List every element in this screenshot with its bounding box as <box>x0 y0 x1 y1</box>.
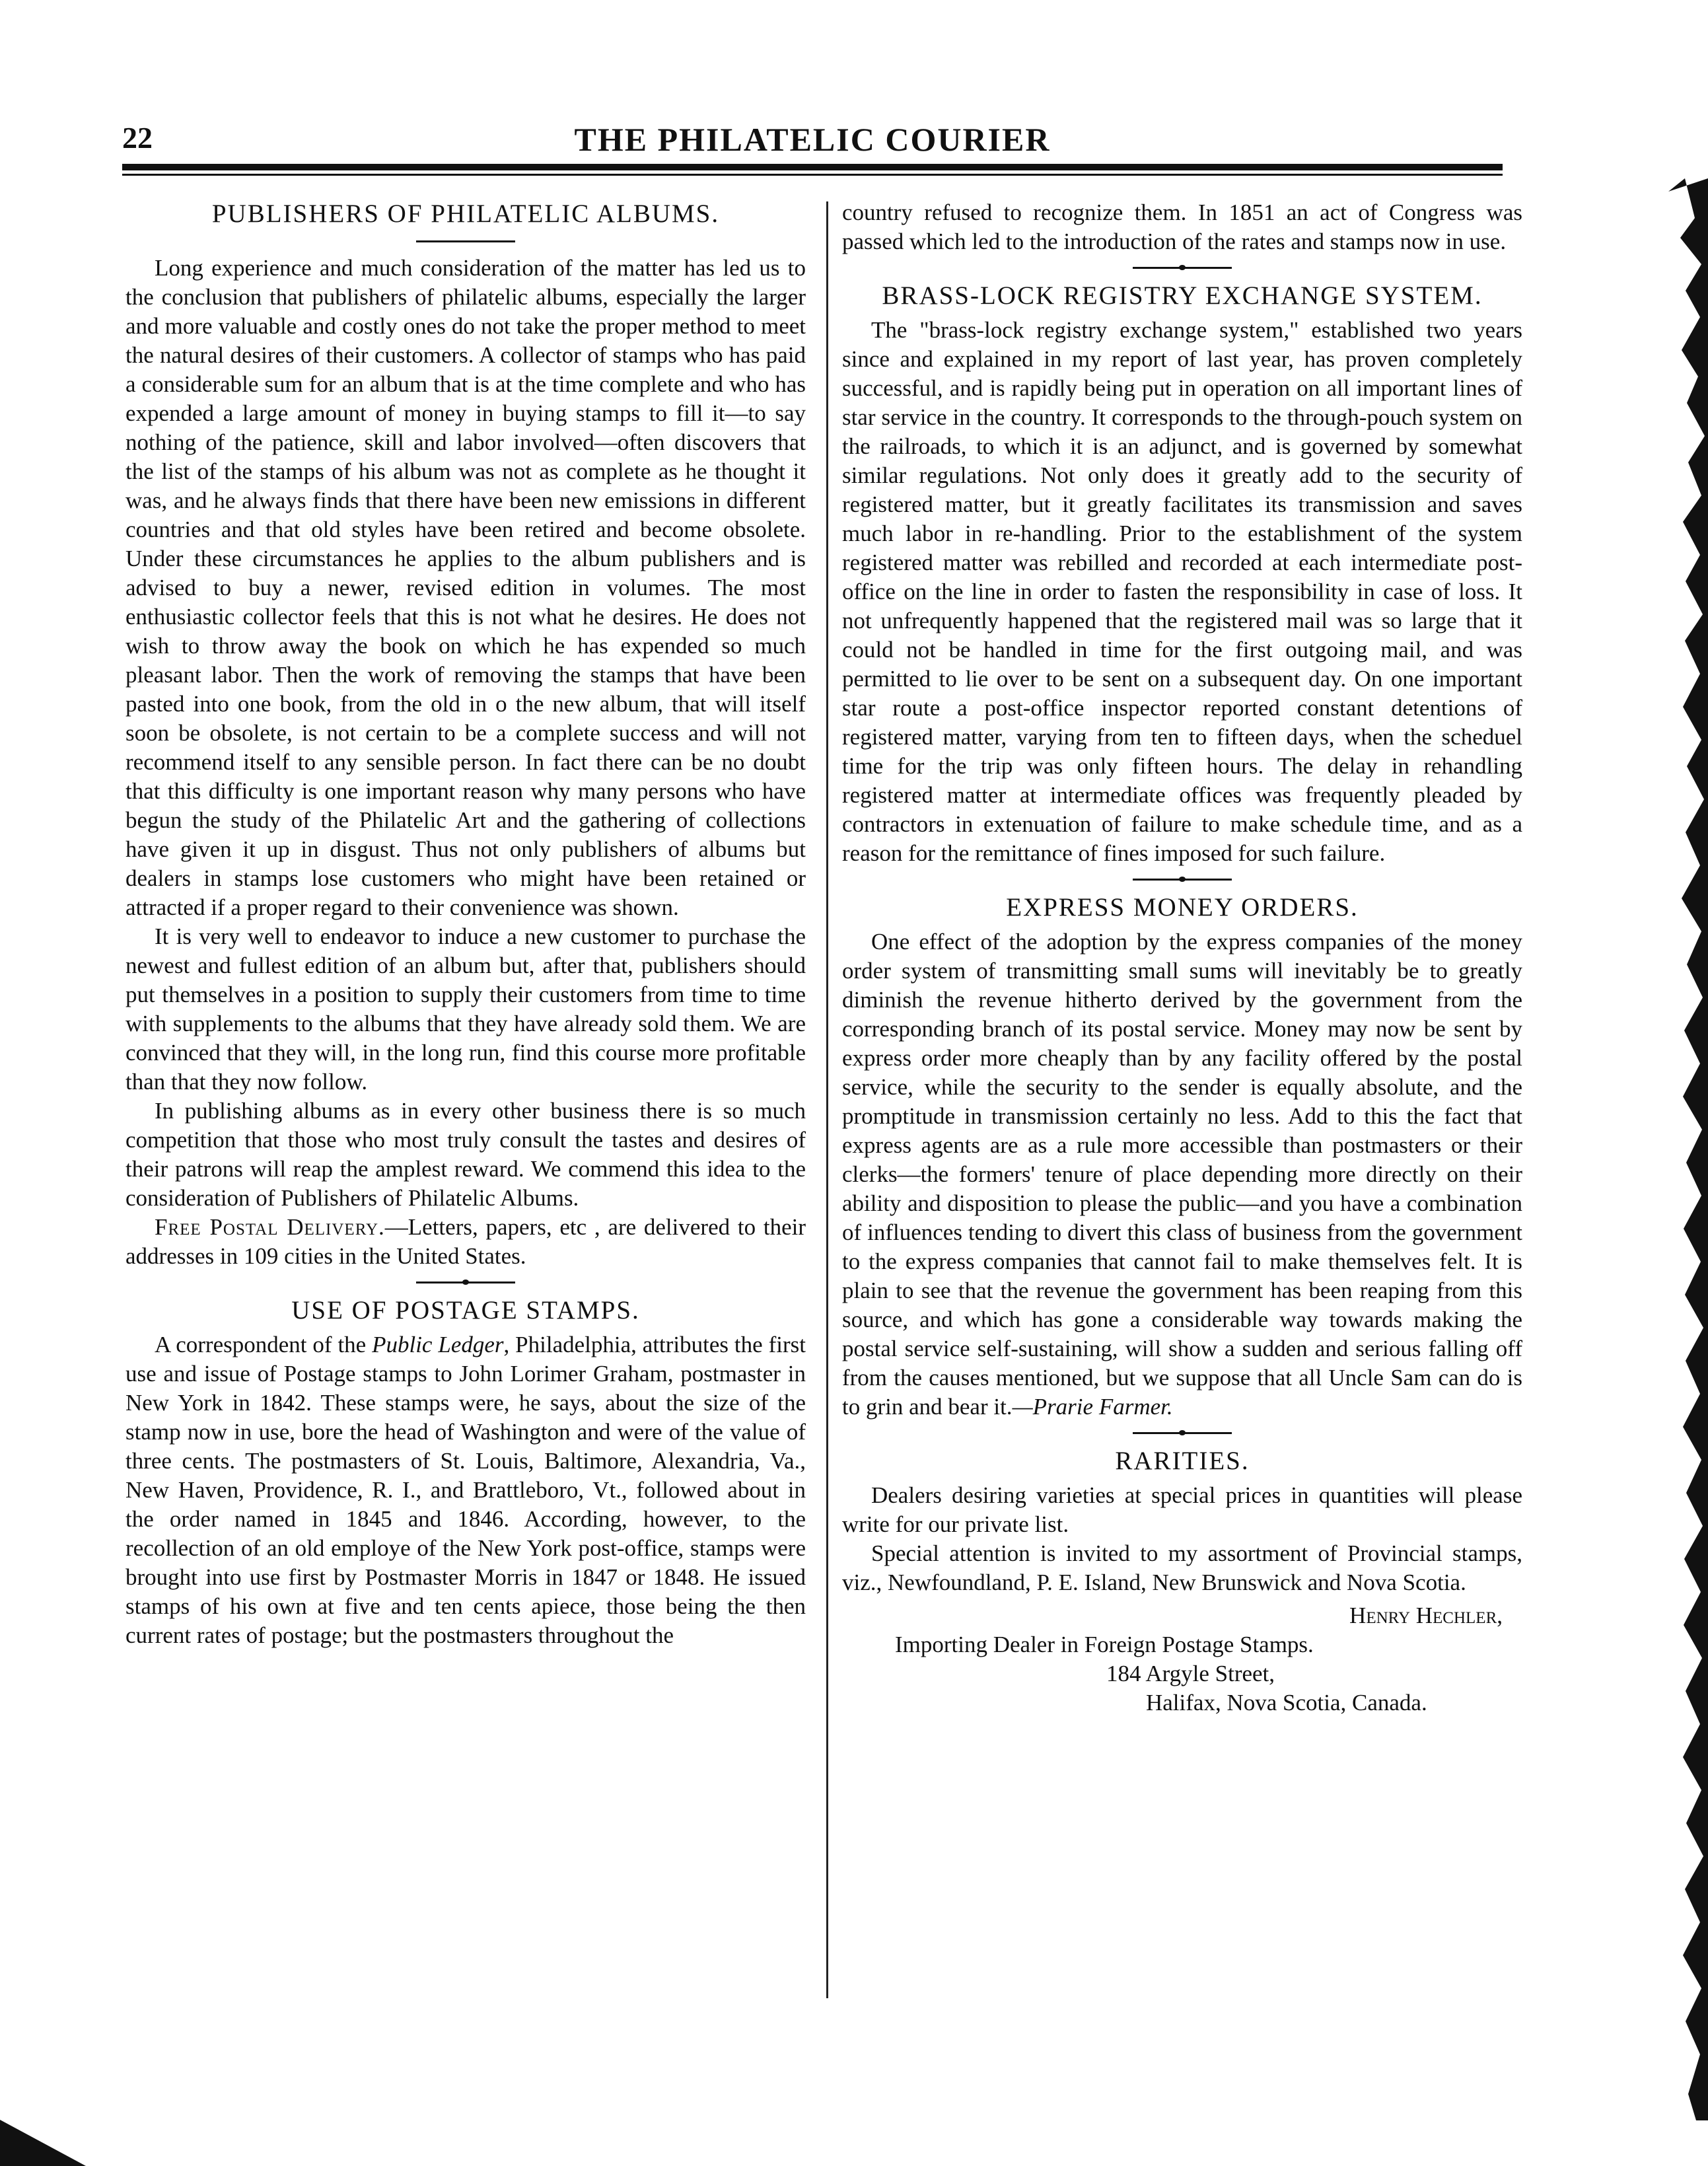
express-heading: EXPRESS MONEY ORDERS. <box>1006 893 1359 921</box>
signature-title: Importing Dealer in Foreign Postage Stamps. <box>895 1632 1314 1657</box>
section-separator <box>125 1278 806 1287</box>
free-postal-text: —Letters, papers, etc , are delivered to their addresses in 109 cities in the United States. <box>125 1214 806 1269</box>
column-divider <box>826 201 828 1998</box>
running-title: THE PHILATELIC COURIER <box>574 121 1051 158</box>
publishers-heading: PUBLISHERS OF PHILATELIC ALBUMS. <box>211 199 720 228</box>
heading-rule <box>125 236 806 246</box>
free-postal-delivery-note <box>125 1213 806 1271</box>
signature-block <box>842 1601 1522 1717</box>
rarities-paragraph-1: Dealers desiring varieties at special prices in quantities will please write for our private list. <box>842 1482 1522 1537</box>
rarities-heading: RARITIES. <box>1115 1447 1250 1475</box>
postage-text: , Philadelphia, attributes the first use and issue of Postage stamps to John Lorimer Graham, postmaster in New York in 1842. These stamps were, he says, about the size of the stamp now in use, bore the head of Washington and were of the value of three cents. The postmasters of St. Louis, Baltimore, Alexandria, Va., New Haven, Providence, R. I., and Brattleboro, Vt., followed about in the order named in 1845 and 1846. According, however, to the recollection of an old employe of the New York post-office, stamps were brought into use first by Postmaster Morris in 1847 or 1848. He issued stamps of his own at five and ten cents apiece, those being the then current rates of postage; but the postmasters throughout the <box>125 1332 806 1648</box>
publishers-paragraph-3: In publishing albums as in every other business there is so much competition that those who most truly consult the tastes and desires of their patrons will reap the amplest reward. We commend this idea to the consideration of Publishers of Philatelic Albums. <box>125 1098 806 1211</box>
express-text: One effect of the adoption by the express companies of the money order system of transmitting small sums will inevitably be to greatly diminish the revenue hitherto derived by the government from the corresponding branch of its postal service. Money may now be sent by express order more cheaply than by any facility offered by the postal service, while the security to the sender is equally absolute, and the promptitude in transmission certainly no less. Add to this the fact that express agents are as a rule more accessible than postmasters or their clerks—the formers' tenure of place depending more directly on their ability and disposition to please the public—and you have a combination of influences tending to divert this class of business from the government to the express companies that cannot fail to make themselves felt. It is plain to see that the revenue the government has been reaping from this source, and which has gone a considerable way towards making the postal service self-sustaining, will show a sudden and serious falling off from the causes mentioned, but we suppose that all Uncle Sam can do is to grin and bear it. <box>842 929 1522 1420</box>
free-postal-lead: Free Postal Delivery. <box>155 1214 385 1240</box>
publishers-paragraph-1: Long experience and much consideration of the matter has led us to the conclusion that publishers of philatelic albums, especially the larger and more valuable and costly ones do not take the proper method to meet the natural desires of their customers. A collector of stamps who has paid a considerable sum for an album that is at the time complete and who has expended a large amount of money in buying stamps to fill it—to say nothing of the patience, skill and labor involved—often discovers that the list of the stamps of his album was not as complete as he thought it was, and he always finds that there have been new emissions in different countries and that old styles have been retired and become obsolete. Under these circumstances he applies to the album publishers and is advised to buy a newer, revised edition in volumes. The most enthusiastic collector feels that this is not what he desires. He does not wish to throw away the book on which he has expended so much pleasant labor. Then the work of removing the stamps that have been pasted into one book, from the old in o the new album, that will itself soon be obsolete, is not certain to be a complete success and will not recommend itself to any sensible person. In fact there can be no doubt that this difficulty is one important reason why many persons who have begun the study of the Philatelic Art and the gathering of collections have given it up in disgust. Thus not only publishers of albums but dealers in stamps lose customers who might have been retained or attracted if a proper regard to their convenience was shown. <box>125 255 806 920</box>
header-rule-thin <box>122 174 1503 176</box>
section-separator <box>842 263 1522 272</box>
rarities-paragraph-2: Special attention is invited to my assortment of Provincial stamps, viz., Newfoundland, P. E. Island, New Brunswick and Nova Scotia. <box>842 1540 1522 1595</box>
postage-intro: A correspondent of the <box>155 1332 373 1357</box>
section-separator <box>842 875 1522 884</box>
section-separator <box>842 1428 1522 1437</box>
postage-paragraph <box>125 1330 806 1650</box>
brass-lock-heading: BRASS-LOCK REGISTRY EXCHANGE SYSTEM. <box>882 281 1483 310</box>
newspaper-name: Public Ledger <box>372 1332 504 1357</box>
torn-page-edge <box>1622 178 1708 2120</box>
right-column <box>842 198 1522 1717</box>
brass-lock-paragraph: The "brass-lock registry exchange system," established two years since and explained in my report of last year, has proven completely successful, and is rapidly being put in operation on all important lines of star service in the country. It corresponds to the through-pouch system on the railroads, to which it is an adjunct, and is governed by somewhat similar regulations. Not only does it greatly add to the security of registered matter, but it greatly facilitates its transmission and saves much labor in re-handling. Prior to the establishment of the system registered matter was rebilled and recorded at each intermediate post-office on the line in order to fasten the responsibility in case of loss. It not unfrequently happened that the registered mail was so large that it could not be handled in time for the first outgoing mail, and was permitted to lie over to be sent on a subsequent day. On one important star route a post-office inspector reported constant detentions of registered matter, varying from ten to fifteen days, when the scheduel time for the trip was only fifteen hours. The delay in rehandling registered matter at intermediate offices was frequently pleaded by contractors in extenuation of failure to make schedule time, and as a reason for the remittance of fines imposed for such failure. <box>842 317 1522 866</box>
page-number: 22 <box>122 121 153 155</box>
header-rule-thick <box>122 164 1503 170</box>
express-paragraph <box>842 927 1522 1422</box>
express-source: —Prarie Farmer. <box>1012 1394 1173 1420</box>
continued-text: country refused to recognize them. In 1851 an act of Congress was passed which led to the introduction of the rates and stamps now in use. <box>842 199 1522 254</box>
publishers-paragraph-2: It is very well to endeavor to induce a new customer to purchase the newest and fullest edition of an album but, after that, publishers should put themselves in a position to supply their customers from time to time with supplements to the albums that they have already sold them. We are convinced that they will, in the long run, find this course more profitable than that they now follow. <box>125 923 806 1095</box>
postage-heading: USE OF POSTAGE STAMPS. <box>291 1296 640 1324</box>
page-header <box>122 120 1503 166</box>
address-line-2: Halifax, Nova Scotia, Canada. <box>1146 1690 1427 1715</box>
left-column <box>125 198 806 1650</box>
signature-name: Henry Hechler, <box>1349 1603 1503 1628</box>
corner-mark <box>0 2120 86 2166</box>
address-line-1: 184 Argyle Street, <box>1106 1661 1275 1686</box>
